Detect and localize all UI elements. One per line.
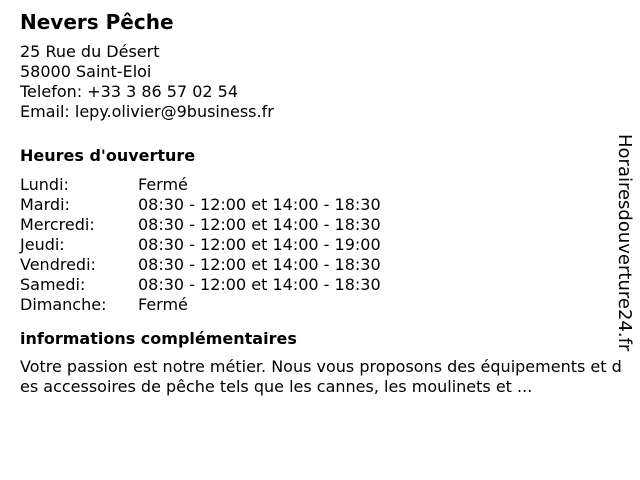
hours-row-friday: [20, 255, 620, 275]
email-address: Email: lepy.olivier@9business.fr: [20, 102, 274, 121]
hours-row-saturday: [20, 275, 620, 295]
opening-hours-table: [20, 175, 620, 315]
hours-value: 08:30 - 12:00 et 14:00 - 18:30: [138, 255, 381, 274]
opening-hours-title: Heures d'ouverture: [20, 146, 196, 165]
additional-info-text: Votre passion est notre métier. Nous vous proposons des équipements et des accessoires de pêche tels que les cannes, les moulinets et ...: [20, 357, 622, 396]
contact-block: [20, 42, 620, 122]
address-street: 25 Rue du Désert: [20, 42, 160, 61]
hours-value: 08:30 - 12:00 et 14:00 - 19:00: [138, 235, 381, 254]
hours-value: Fermé: [138, 295, 188, 314]
day-label: Samedi:: [20, 275, 86, 294]
hours-row-thursday: [20, 235, 620, 255]
hours-row-monday: [20, 175, 620, 195]
hours-value: 08:30 - 12:00 et 14:00 - 18:30: [138, 275, 381, 294]
site-watermark: Horairesdouverture24.fr: [614, 134, 635, 352]
phone-number: Telefon: +33 3 86 57 02 54: [20, 82, 239, 101]
hours-row-sunday: [20, 295, 620, 315]
day-label: Dimanche:: [20, 295, 107, 314]
day-label: Mercredi:: [20, 215, 95, 234]
hours-row-tuesday: [20, 195, 620, 215]
hours-row-wednesday: [20, 215, 620, 235]
day-label: Vendredi:: [20, 255, 96, 274]
hours-value: 08:30 - 12:00 et 14:00 - 18:30: [138, 195, 381, 214]
hours-value: 08:30 - 12:00 et 14:00 - 18:30: [138, 215, 381, 234]
address-city: 58000 Saint-Eloi: [20, 62, 152, 81]
business-card: [20, 8, 620, 397]
day-label: Mardi:: [20, 195, 70, 214]
additional-info-title: informations complémentaires: [20, 329, 297, 348]
day-label: Jeudi:: [20, 235, 65, 254]
hours-value: Fermé: [138, 175, 188, 194]
business-name: Nevers Pêche: [20, 10, 174, 34]
day-label: Lundi:: [20, 175, 69, 194]
